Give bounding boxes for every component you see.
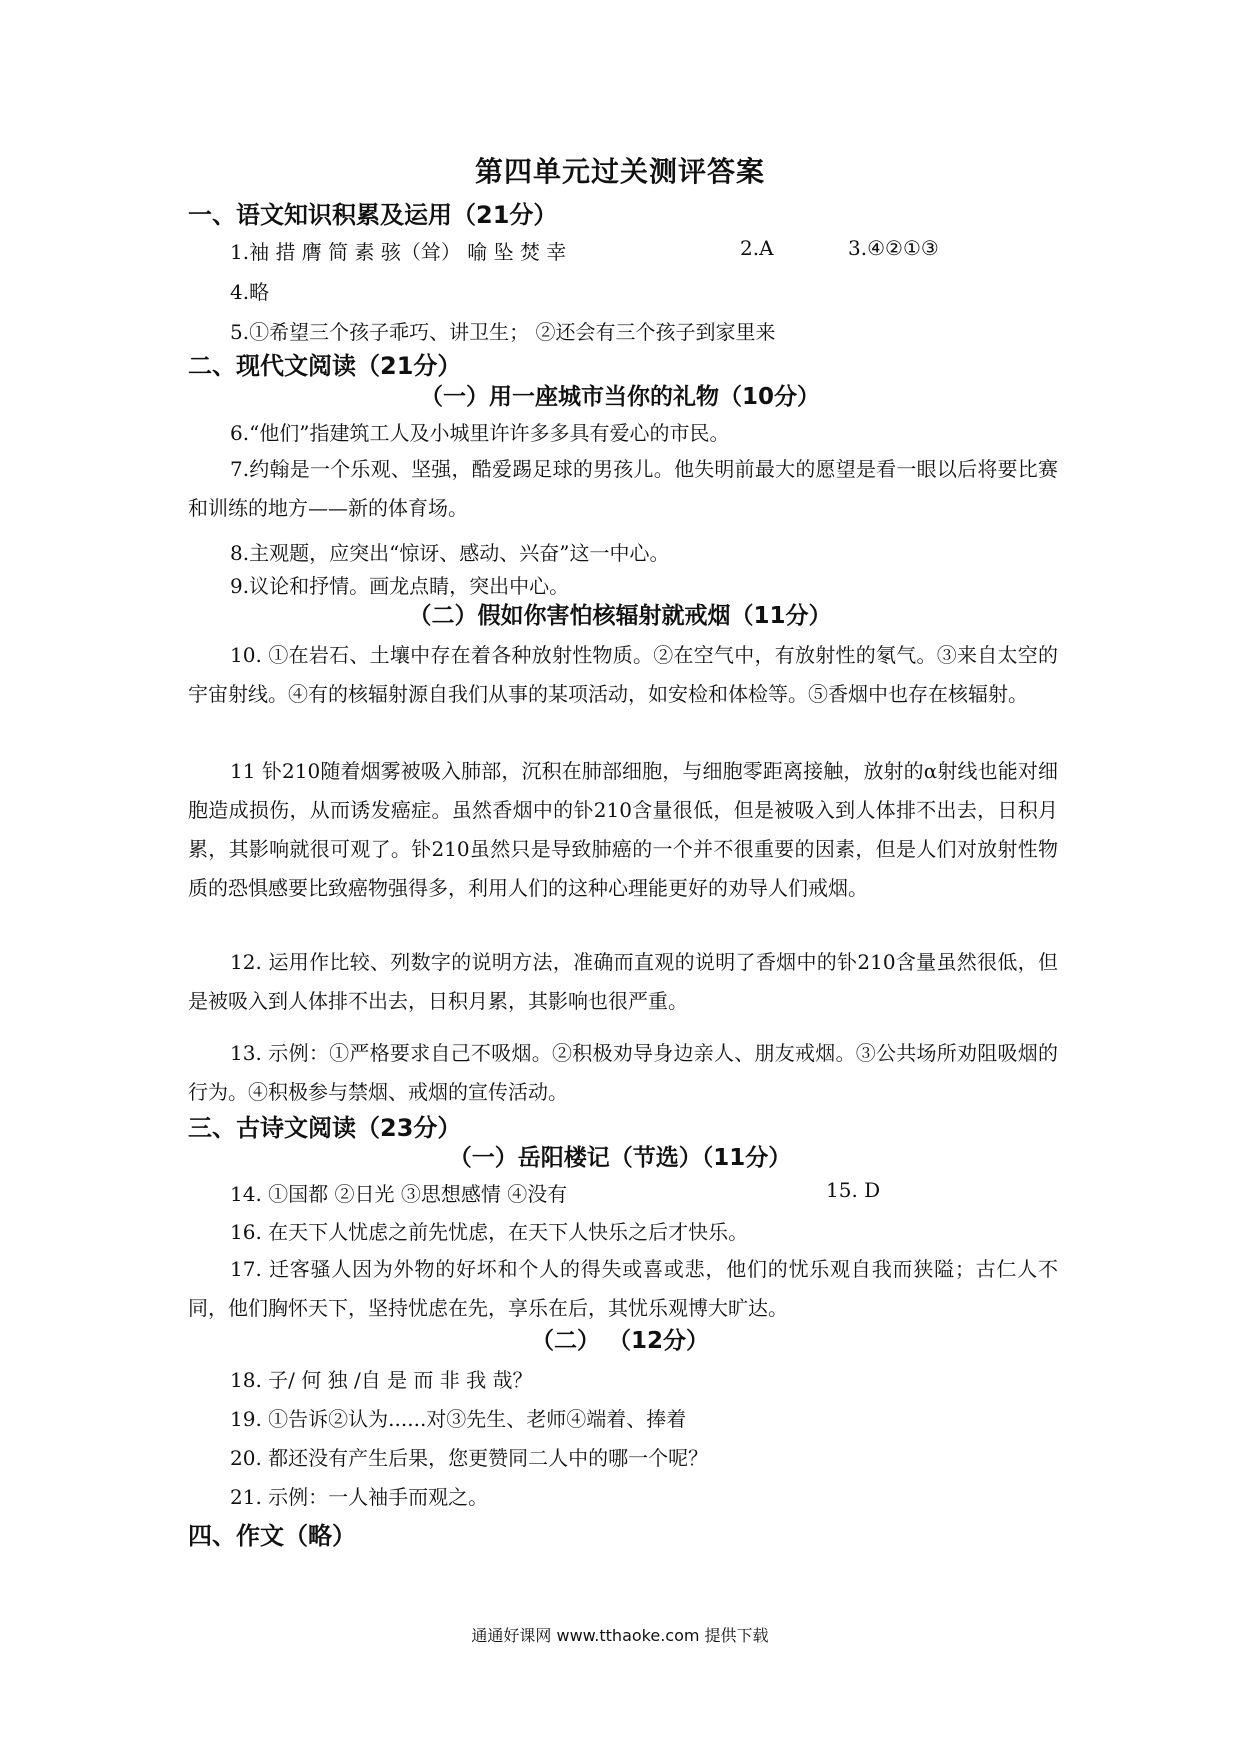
- answer-q2: 2.A: [740, 236, 774, 260]
- download-footer: 通通好课网 www.tthaoke.com 提供下载: [471, 1626, 769, 1645]
- answer-q6: 6.“他们”指建筑工人及小城里许许多多具有爱心的市民。: [230, 421, 730, 445]
- answer-q4: 4.略: [230, 280, 270, 304]
- answer-q10: 10. ①在岩石、土壤中存在着各种放射性物质。②在空气中，有放射性的氡气。③来自太空的宇宙射线。④有的核辐射源自我们从事的某项活动，如安检和体检等。⑤香烟中也存在核辐射。: [188, 643, 1058, 706]
- section-3-subheading-1: （一）岳阳楼记（节选）（11分）: [448, 1145, 792, 1171]
- answer-q3: 3.④②①③: [848, 236, 939, 260]
- answer-q7: 7.约翰是一个乐观、坚强，酷爱踢足球的男孩儿。他失明前最大的愿望是看一眼以后将要比赛和训练的地方——新的体育场。: [188, 457, 1058, 520]
- answer-q17: 17. 迁客骚人因为外物的好坏和个人的得失或喜或悲，他们的忧乐观自我而狭隘；古仁人不同，他们胸怀天下，坚持忧虑在先，享乐在后，其忧乐观博大旷达。: [188, 1257, 1058, 1320]
- section-3-subheading-2: （二） （12分）: [530, 1328, 709, 1354]
- answer-q9: 9.议论和抒情。画龙点睛，突出中心。: [230, 574, 570, 598]
- answer-q11: 11 钋210随着烟雾被吸入肺部，沉积在肺部细胞，与细胞零距离接触，放射的α射线也能对细胞造成损伤，从而诱发癌症。虽然香烟中的钋210含量很低，但是被吸入到人体排不出去，日积月累，其影响就很可观了。钋210虽然只是导致肺癌的一个并不很重要的因素，但是人们对放射性物质的恐惧感要比致癌物强得多，利用人们的这种心理能更好的劝导人们戒烟。: [188, 759, 1058, 900]
- answer-q1: 1.袖 措 膺 简 素 骇（耸） 喻 坠 焚 幸: [230, 240, 567, 264]
- section-1-heading: 一、语文知识积累及运用（21分）: [188, 201, 558, 229]
- section-4-heading: 四、作文（略）: [188, 1522, 356, 1550]
- answer-q18: 18. 子/ 何 独 /自 是 而 非 我 哉？: [230, 1368, 533, 1392]
- answer-q15: 15. D: [826, 1178, 881, 1202]
- section-2-heading: 二、现代文阅读（21分）: [188, 352, 462, 380]
- answer-q20: 20. 都还没有产生后果，您更赞同二人中的哪一个呢？: [230, 1446, 709, 1470]
- answer-q16: 16. 在天下人忧虑之前先忧虑，在天下人快乐之后才快乐。: [230, 1220, 749, 1244]
- answer-q8: 8.主观题，应突出“惊讶、感动、兴奋”这一中心。: [230, 541, 670, 565]
- answer-q5: 5.①希望三个孩子乖巧、讲卫生； ②还会有三个孩子到家里来: [230, 320, 776, 344]
- page-title: 第四单元过关测评答案: [474, 155, 765, 188]
- section-2-subheading-2: （二）假如你害怕核辐射就戒烟（11分）: [408, 603, 832, 629]
- answer-q13: 13. 示例：①严格要求自己不吸烟。②积极劝导身边亲人、朋友戒烟。③公共场所劝阻吸烟的行为。④积极参与禁烟、戒烟的宣传活动。: [188, 1041, 1058, 1104]
- section-2-subheading-1: （一）用一座城市当你的礼物（10分）: [419, 384, 820, 410]
- answer-q19: 19. ①告诉②认为......对③先生、老师④端着、捧着: [230, 1407, 687, 1431]
- answer-q12: 12. 运用作比较、列数字的说明方法，准确而直观的说明了香烟中的钋210含量虽然很低，但是被吸入到人体排不出去，日积月累，其影响也很严重。: [188, 950, 1058, 1013]
- answer-q14: 14. ①国都 ②日光 ③思想感情 ④没有: [230, 1182, 568, 1206]
- answer-q21: 21. 示例：一人袖手而观之。: [230, 1485, 489, 1509]
- section-3-heading: 三、古诗文阅读（23分）: [188, 1114, 462, 1142]
